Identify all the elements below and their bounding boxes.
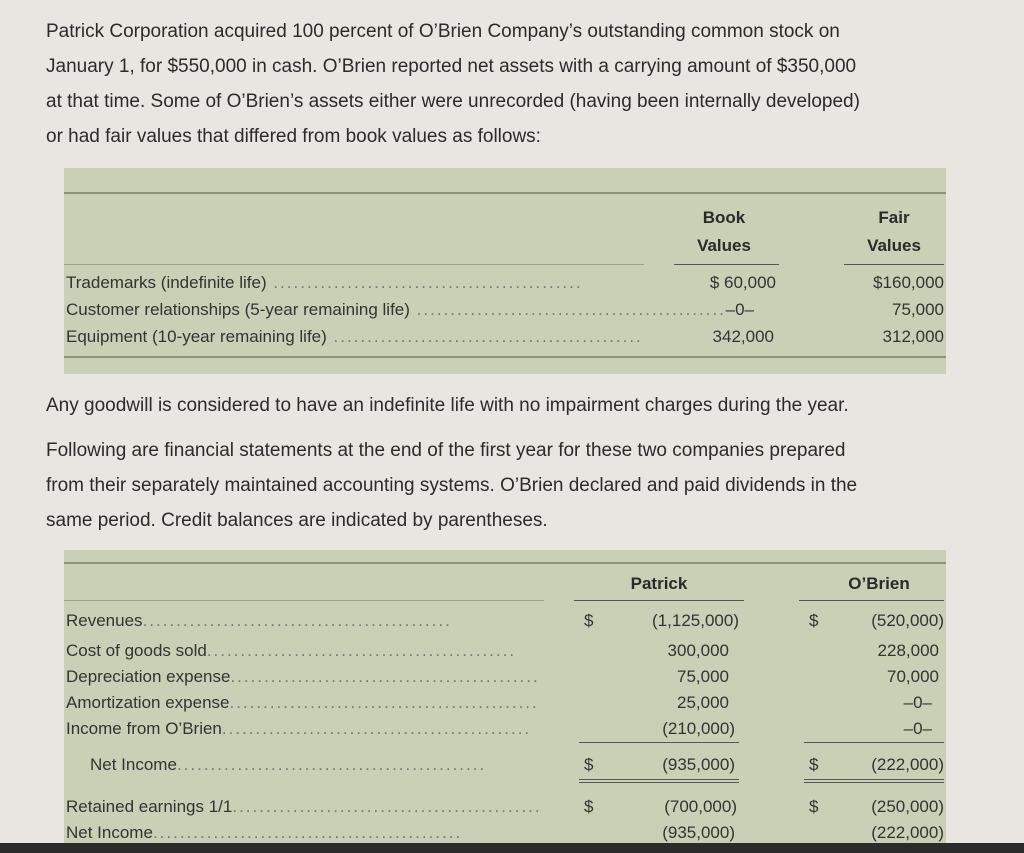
double-underline <box>804 782 944 783</box>
goodwill-note: Any goodwill is considered to have an indefinite life with no impairment charges during the year. <box>46 395 849 416</box>
financial-statement-table <box>64 550 946 843</box>
double-underline <box>804 779 944 780</box>
obrien-value: 70,000 <box>887 667 939 686</box>
table-row-label: Retained earnings 1/1.............................................. <box>66 797 542 816</box>
intro-line-3: at that time. Some of O’Brien’s assets either were unrecorded (having been internally developed) <box>46 91 860 112</box>
obrien-value: (250,000) <box>871 797 944 816</box>
patrick-value: (935,000) <box>662 755 735 774</box>
subtotal-underline <box>804 742 944 743</box>
book-values-header: Book Values <box>697 208 751 255</box>
obrien-value: (222,000) <box>871 823 944 842</box>
subtotal-underline <box>579 742 739 743</box>
fair-header-underline <box>844 264 944 265</box>
book-value-cell: –0– <box>725 300 754 319</box>
table-row-label: Income from O’Brien.............................................. <box>66 719 532 738</box>
book-value-cell: $ 60,000 <box>709 273 776 292</box>
book-value-cell: 342,000 <box>712 327 774 346</box>
currency-symbol: $ <box>809 797 819 816</box>
table-top-rule <box>64 192 946 194</box>
table-row-label: Customer relationships (5-year remaining life) .............................................. <box>66 300 726 319</box>
book-header-underline <box>674 264 779 265</box>
fair-value-table <box>64 168 946 374</box>
statement-intro-line-2: from their separately maintained accounting systems. O’Brien declared and paid dividends in the <box>46 475 858 496</box>
patrick-value: (700,000) <box>664 797 737 816</box>
fair-value-cell: $160,000 <box>873 273 944 292</box>
intro-line-1: Patrick Corporation acquired 100 percent of O’Brien Company’s outstanding common stock on <box>46 21 840 42</box>
fair-value-cell: 75,000 <box>892 300 944 319</box>
table-row-label: Trademarks (indefinite life) .............................................. <box>66 273 583 292</box>
currency-symbol: $ <box>584 797 594 816</box>
obrien-value: (520,000) <box>871 611 944 630</box>
currency-symbol: $ <box>809 755 819 774</box>
obrien-header: O’Brien <box>848 574 910 593</box>
table-top-rule <box>64 562 946 564</box>
statement-intro-line-1: Following are financial statements at the end of the first year for these two companies prepared <box>46 440 846 461</box>
intro-line-2: January 1, for $550,000 in cash. O’Brien reported net assets with a carrying amount of $350,000 <box>46 56 857 77</box>
obrien-value: –0– <box>903 719 932 738</box>
currency-symbol: $ <box>584 611 594 630</box>
patrick-header: Patrick <box>630 574 688 593</box>
patrick-value: (1,125,000) <box>652 611 739 630</box>
patrick-header-underline <box>574 600 744 601</box>
table-row-label: Cost of goods sold.............................................. <box>66 641 517 660</box>
patrick-value: 75,000 <box>677 667 729 686</box>
fair-values-header: Fair Values <box>867 208 921 255</box>
patrick-value: (935,000) <box>662 823 735 842</box>
table-row-label: Revenues.............................................. <box>66 611 452 630</box>
intro-line-4: or had fair values that differed from book values as follows: <box>46 126 541 147</box>
obrien-value: 228,000 <box>877 641 939 660</box>
table-row-label: Net Income.............................................. <box>66 823 463 842</box>
patrick-value: 25,000 <box>677 693 729 712</box>
table-row-label: Net Income.............................................. <box>90 755 487 774</box>
statement-intro-line-3: same period. Credit balances are indicated by parentheses. <box>46 510 548 531</box>
statement-intro-paragraph <box>46 433 1011 538</box>
fair-value-cell: 312,000 <box>882 327 944 346</box>
table-bottom-rule <box>64 356 946 358</box>
intro-paragraph <box>46 14 1011 154</box>
table-row-label: Depreciation expense.............................................. <box>66 667 540 686</box>
table-row-label: Amortization expense.............................................. <box>66 693 539 712</box>
obrien-value: –0– <box>903 693 932 712</box>
patrick-value: 300,000 <box>667 641 729 660</box>
double-underline <box>579 779 739 780</box>
currency-symbol: $ <box>584 755 594 774</box>
obrien-header-underline <box>799 600 944 601</box>
table-row-label: Equipment (10-year remaining life) .............................................. <box>66 327 643 346</box>
double-underline <box>579 782 739 783</box>
obrien-value: (222,000) <box>871 755 944 774</box>
screen-bezel <box>0 843 1024 853</box>
header-underline <box>64 264 644 265</box>
header-underline <box>64 600 544 601</box>
currency-symbol: $ <box>809 611 819 630</box>
patrick-value: (210,000) <box>662 719 735 738</box>
